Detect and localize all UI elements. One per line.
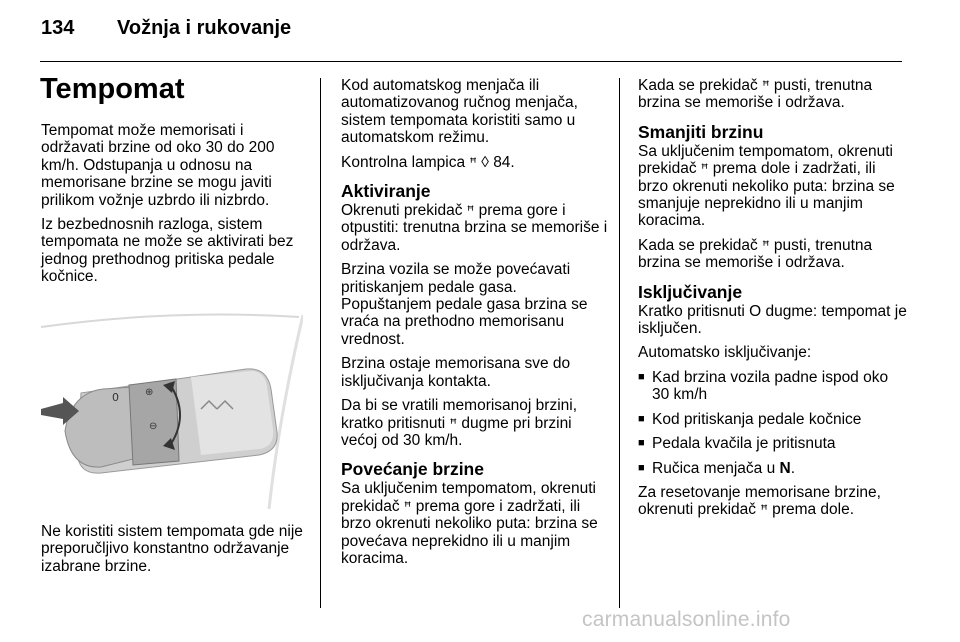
list-item: ■ Ručica menjača u N. <box>638 460 908 477</box>
cruise-lamp-icon: ꟸ <box>469 154 477 170</box>
section-title: Vožnja i rukovanje <box>117 17 292 39</box>
svg-text:⊖: ⊖ <box>149 421 158 432</box>
set-plus-icon: ꟸ <box>762 78 770 93</box>
off-button-icon: O <box>749 302 762 320</box>
column-1 <box>41 122 306 293</box>
list-item: ■ Kod pritiskanja pedale kočnice <box>638 411 908 428</box>
page-number: 134 <box>41 17 75 39</box>
reset-paragraph: Za resetovanje memorisane brzine, okrenuti prekidač ꟸ prema dole. <box>638 483 881 519</box>
accelerate-paragraph: Brzina vozila se može povećavati pritiskanjem pedale gasa. Popuštanjem pedale gasa brzina se vraća na prethodno memorisanu vrednost. <box>341 261 588 348</box>
page-ref-icon: ◊ <box>481 153 489 171</box>
heading-decrease: Smanjiti brzinu <box>638 121 764 142</box>
release-decrease-paragraph: Kada se prekidač ꟸ pusti, trenutna brzina se memoriše i održava. <box>638 236 873 272</box>
cruise-control-lever-illustration <box>41 297 303 509</box>
safety-paragraph: Iz bezbednosnih razloga, sistem tempomata ne može se aktivirati bez jednog prethodnog pritiska pedale kočnice. <box>41 216 294 286</box>
set-minus-icon: ꟸ <box>700 161 709 177</box>
heading-increase: Povećanje brzine <box>341 459 484 480</box>
set-plus-icon: ꟸ <box>466 203 475 219</box>
heading-off: Isključivanje <box>638 281 743 302</box>
column-divider-1 <box>320 78 321 608</box>
heading-activate: Aktiviranje <box>341 181 431 202</box>
memory-paragraph: Brzina ostaje memorisana sve do isključivanja kontakta. <box>341 355 571 390</box>
header-rule <box>40 61 902 62</box>
control-lamp-paragraph: Kontrolna lampica ꟸ ◊ 84. <box>341 153 515 171</box>
release-paragraph: Kada se prekidač ꟸ pusti, trenutna brzina se memoriše i održava. <box>638 77 873 112</box>
svg-text:0: 0 <box>112 391 119 404</box>
svg-text:⊕: ⊕ <box>145 387 154 398</box>
page-header <box>0 0 960 62</box>
list-item: ■ Kad brzina vozila padne ispod oko 30 km/h <box>638 369 908 404</box>
auto-off-paragraph: Automatsko isključivanje: <box>638 344 812 362</box>
set-plus-icon: ꟸ <box>403 498 412 514</box>
list-item: ■ Pedala kvačila je pritisnuta <box>638 435 908 452</box>
automatic-gearbox-paragraph: Kod automatskog menjača ili automatizovanog ručnog menjača, sistem tempomata koristiti samo u automatskom režimu. <box>341 77 578 147</box>
watermark: carmanualsonline.info <box>582 608 791 631</box>
resume-paragraph: Da bi se vratili memorisanoj brzini, kratko pritisnuti ꟸ dugme pri brzini većoj od 30 km/h. <box>341 397 578 449</box>
increase-paragraph: Sa uključenim tempomatom, okrenuti prekidač ꟸ prema gore i zadržati, ili brzo okrenuti nekoliko puta: brzina se povećava neprekidno ili u manjim koracima. <box>341 480 598 567</box>
warning-paragraph: Ne koristiti sistem tempomata gde nije preporučljivo konstantno održavanje izabrane brzine. <box>41 523 303 575</box>
set-minus-icon: ꟸ <box>760 502 768 518</box>
auto-off-list <box>638 369 908 477</box>
off-paragraph: Kratko pritisnuti O dugme: tempomat je isključen. <box>638 302 907 338</box>
set-minus-icon: ꟸ <box>762 237 770 253</box>
column-2 <box>341 77 609 574</box>
page-title: Tempomat <box>40 73 185 105</box>
set-minus-icon: ꟸ <box>449 415 458 431</box>
intro-paragraph: Tempomat može memorisati i održavati brzine od oko 30 do 200 km/h. Odstupanja u odnosu na memorisane brzine se mogu javiti prilikom vožnje uzbrdo ili nizbrdo. <box>41 122 275 209</box>
column-3 <box>638 77 908 526</box>
decrease-paragraph: Sa uključenim tempomatom, okrenuti prekidač ꟸ prema dole i zadržati, ili brzo okrenuti nekoliko puta: brzina se smanjuje neprekidno ili u manjim koracima. <box>638 142 895 230</box>
column-divider-2 <box>619 78 620 608</box>
activate-paragraph: Okrenuti prekidač ꟸ prema gore i otpustiti: trenutna brzina se memoriše i održava. <box>341 202 608 254</box>
